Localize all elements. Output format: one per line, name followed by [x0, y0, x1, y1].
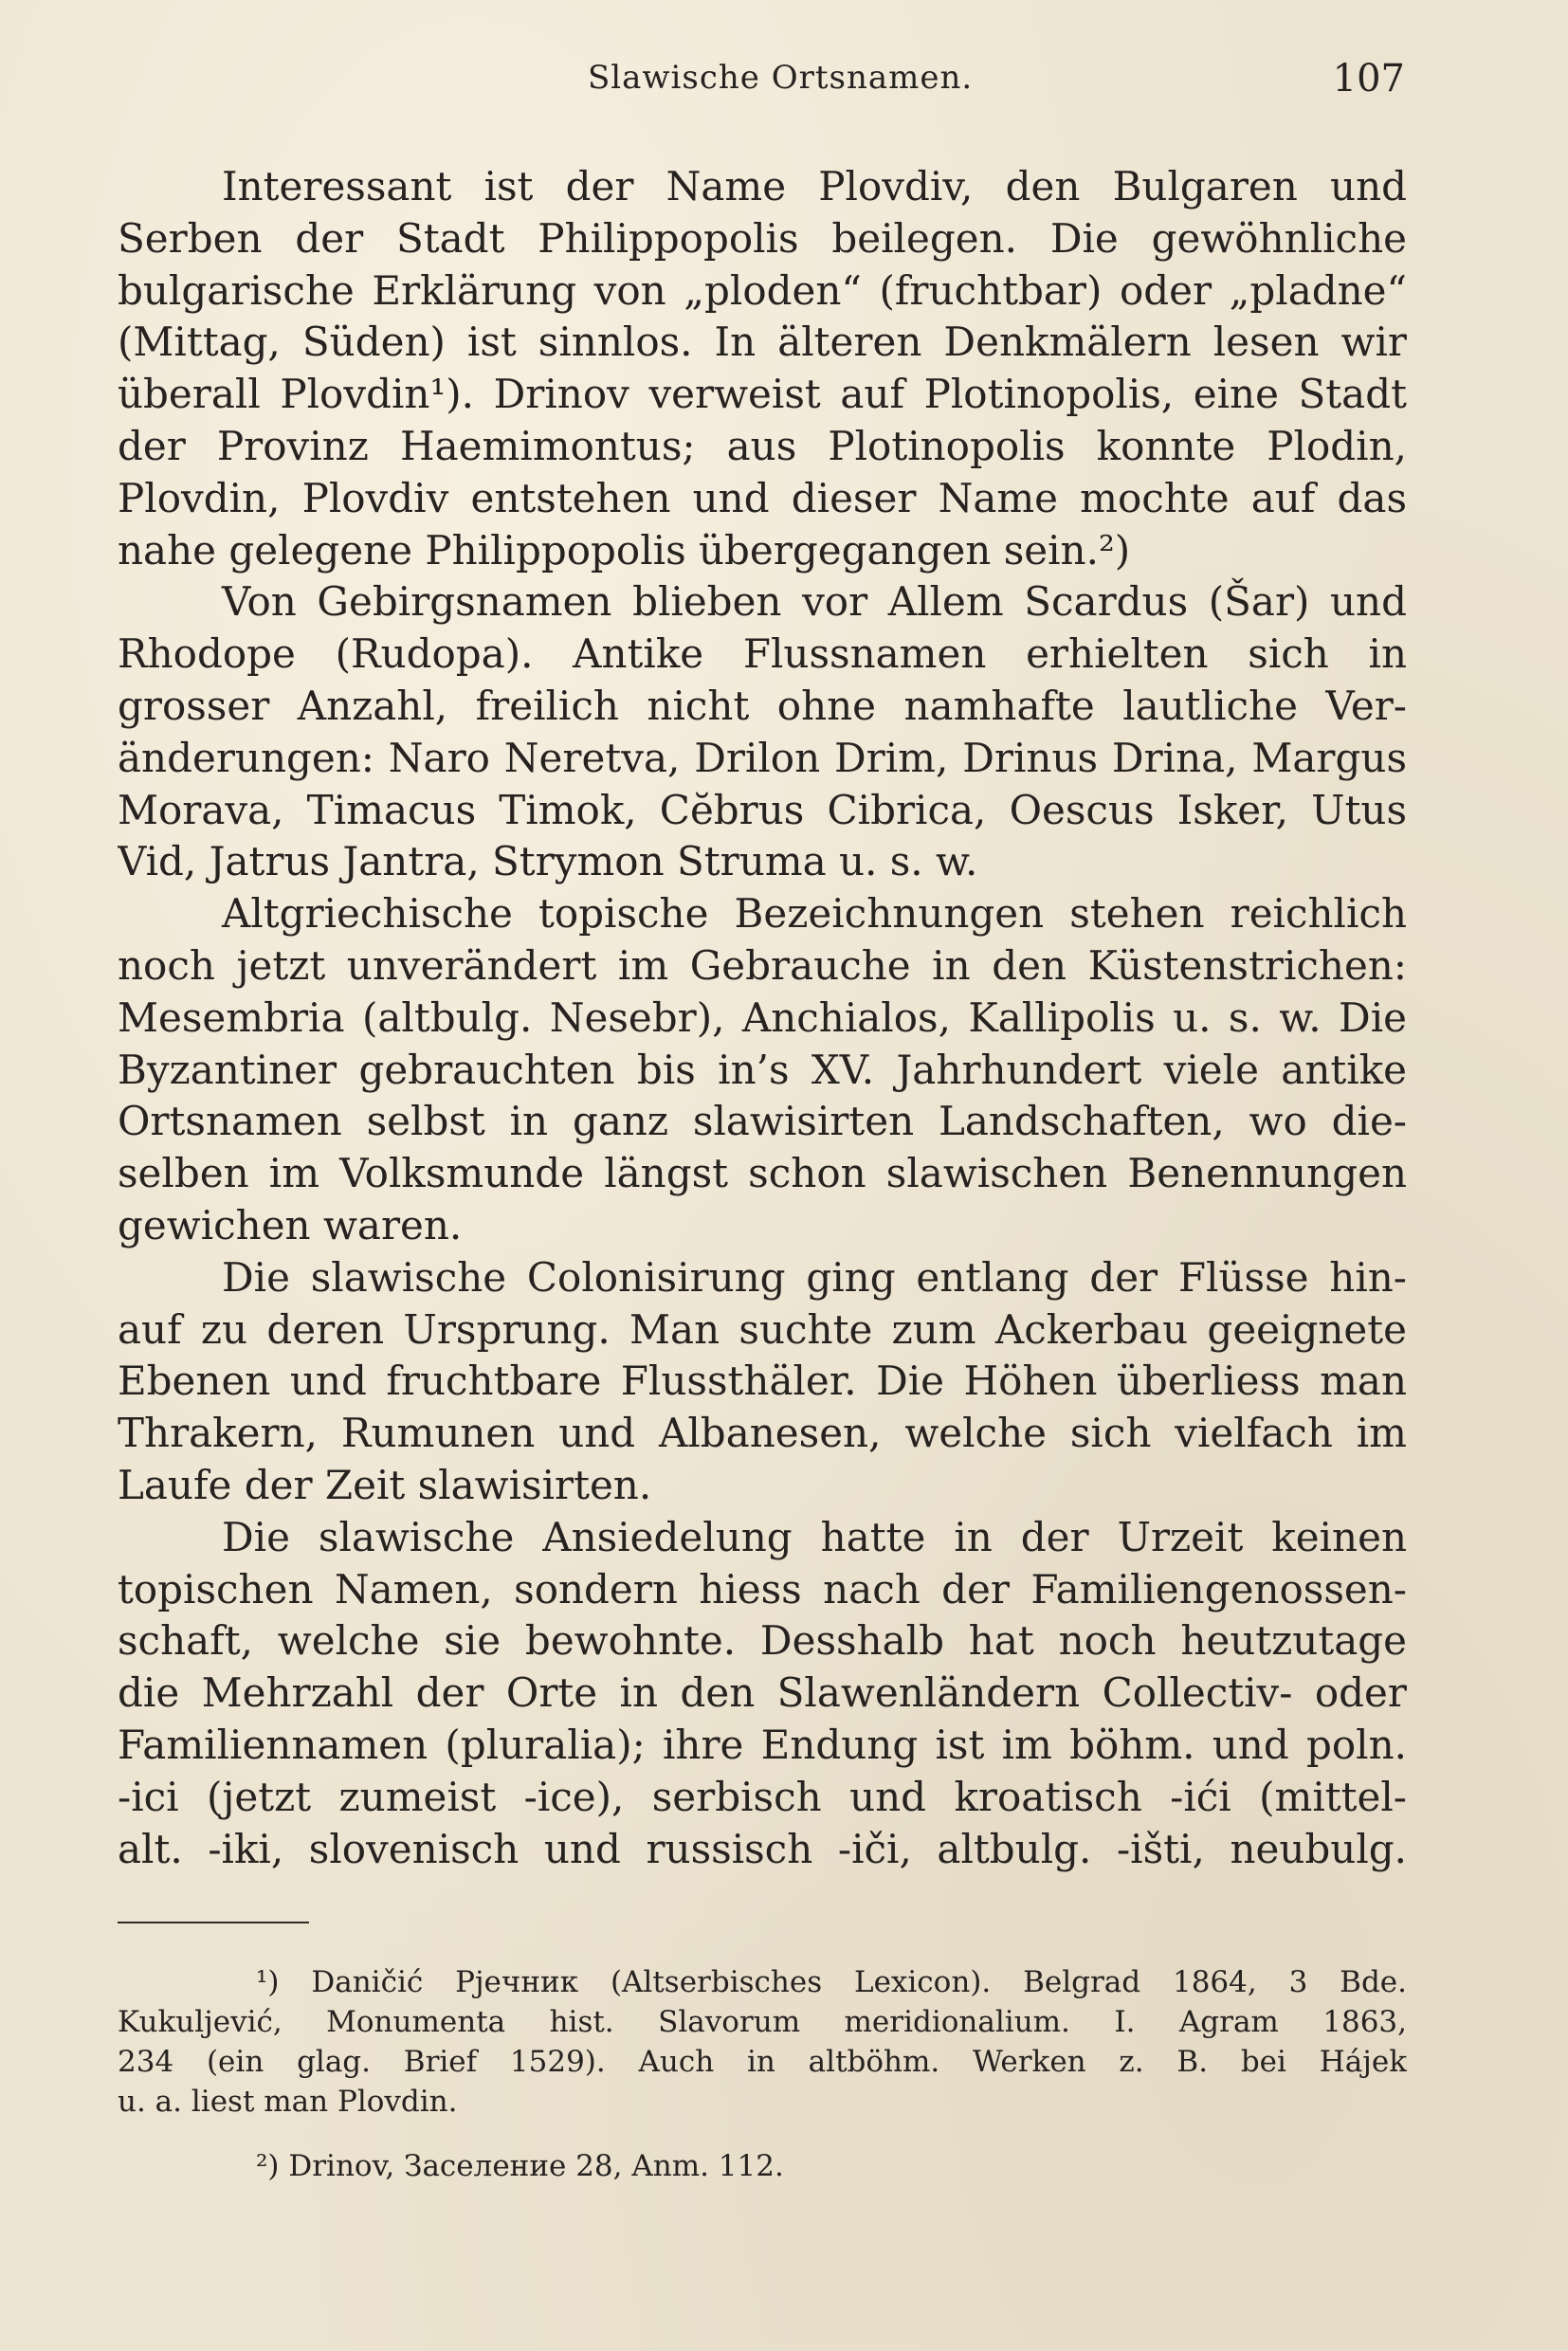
text-line: Morava, Timacus Timok, Cĕbrus Cibrica, Oescus Isker, Utus [118, 786, 1407, 833]
text-line: noch jetzt unverändert im Gebrauche in den Küstenstrichen: [118, 941, 1407, 989]
text-line: Rhodope (Rudopa). Antike Flussnamen erhielten sich in [118, 630, 1407, 678]
text-line: nahe gelegene Philippopolis übergegangen sein.²) [118, 526, 1131, 574]
text-line: Ortsnamen selbst in ganz slawisirten Landschaften, wo die- [118, 1098, 1407, 1145]
text-line: überall Plovdin¹). Drinov verweist auf Plotinopolis, eine Stadt [118, 371, 1407, 418]
text-line: die Mehrzahl der Orte in den Slawenländern Collectiv- oder [118, 1669, 1407, 1717]
footnote-line: u. a. liest man Plovdin. [118, 2085, 458, 2119]
body-text [118, 161, 1407, 1875]
text-line: Von Gebirgsnamen blieben vor Allem Scardus (Šar) und [222, 578, 1407, 626]
text-line: Familiennamen (pluralia); ihre Endung ist im böhm. und poln. [118, 1721, 1407, 1768]
footnote-spacer [118, 2122, 1407, 2146]
page-number: 107 [1332, 57, 1405, 100]
text-line: Mesembria (altbulg. Nesebr), Anchialos, Kallipolis u. s. w. Die [118, 993, 1407, 1041]
text-line: Laufe der Zeit slawisirten. [118, 1461, 652, 1508]
text-line: auf zu deren Ursprung. Man suchte zum Ackerbau geeignete [118, 1305, 1407, 1353]
footnote-line: ¹) Daničić Рјечник (Altserbisches Lexicon). Belgrad 1864, 3 Bde. [256, 1965, 1407, 1999]
text-line: Altgriechische topische Bezeichnungen stehen reichlich [222, 890, 1407, 938]
text-line: Interessant ist der Name Plovdiv, den Bulgaren und [222, 163, 1407, 210]
footnote-rule [118, 1922, 309, 1923]
footnotes [118, 1962, 1407, 2186]
text-line: grosser Anzahl, freilich nicht ohne namhafte lautliche Ver- [118, 682, 1407, 729]
text-line: Die slawische Ansiedelung hatte in der Urzeit keinen [222, 1513, 1407, 1560]
text-line: selben im Volksmunde längst schon slawischen Benennungen [118, 1150, 1407, 1197]
footnote-line: 234 (ein glag. Brief 1529). Auch in altböhm. Werken z. B. bei Hájek [118, 2045, 1407, 2079]
text-line: Vid, Jatrus Jantra, Strymon Struma u. s. w. [118, 838, 978, 885]
text-line: Ebenen und fruchtbare Flussthäler. Die Höhen überliess man [118, 1358, 1407, 1405]
text-line: (Mittag, Süden) ist sinnlos. In älteren Denkmälern lesen wir [118, 319, 1407, 366]
text-line: gewichen waren. [118, 1201, 463, 1248]
text-line: Plovdin, Plovdiv entstehen und dieser Name mochte auf das [118, 474, 1407, 521]
text-line: änderungen: Naro Neretva, Drilon Drim, Drinus Drina, Margus [118, 734, 1407, 781]
text-line: der Provinz Haemimontus; aus Plotinopolis konnte Plodin, [118, 422, 1407, 469]
footnote-line: Kukuljević, Monumenta hist. Slavorum meridionalium. I. Agram 1863, [118, 2005, 1407, 2039]
text-line: topischen Namen, sondern hiess nach der Familiengenossen- [118, 1565, 1407, 1613]
text-line: -ici (jetzt zumeist -ice), serbisch und kroatisch -ići (mittel- [118, 1773, 1407, 1820]
text-line: schaft, welche sie bewohnte. Desshalb hat noch heutzutage [118, 1617, 1407, 1665]
text-line: Serben der Stadt Philippopolis beilegen. Die gewöhnliche [118, 214, 1407, 262]
footnote-line: ²) Drinov, Заселение 28, Anm. 112. [256, 2149, 784, 2183]
text-line: Die slawische Colonisirung ging entlang der Flüsse hin- [222, 1253, 1407, 1301]
text-line: bulgarische Erklärung von „ploden“ (fruchtbar) oder „pladne“ [118, 266, 1407, 314]
running-head: Slawische Ortsnamen. [588, 59, 974, 97]
text-line: Thrakern, Rumunen und Albanesen, welche sich vielfach im [118, 1410, 1407, 1457]
text-line: Byzantiner gebrauchten bis in’s XV. Jahrhundert viele antike [118, 1046, 1407, 1093]
text-line: alt. -iki, slovenisch und russisch -iči, altbulg. -išti, neubulg. [118, 1825, 1407, 1872]
